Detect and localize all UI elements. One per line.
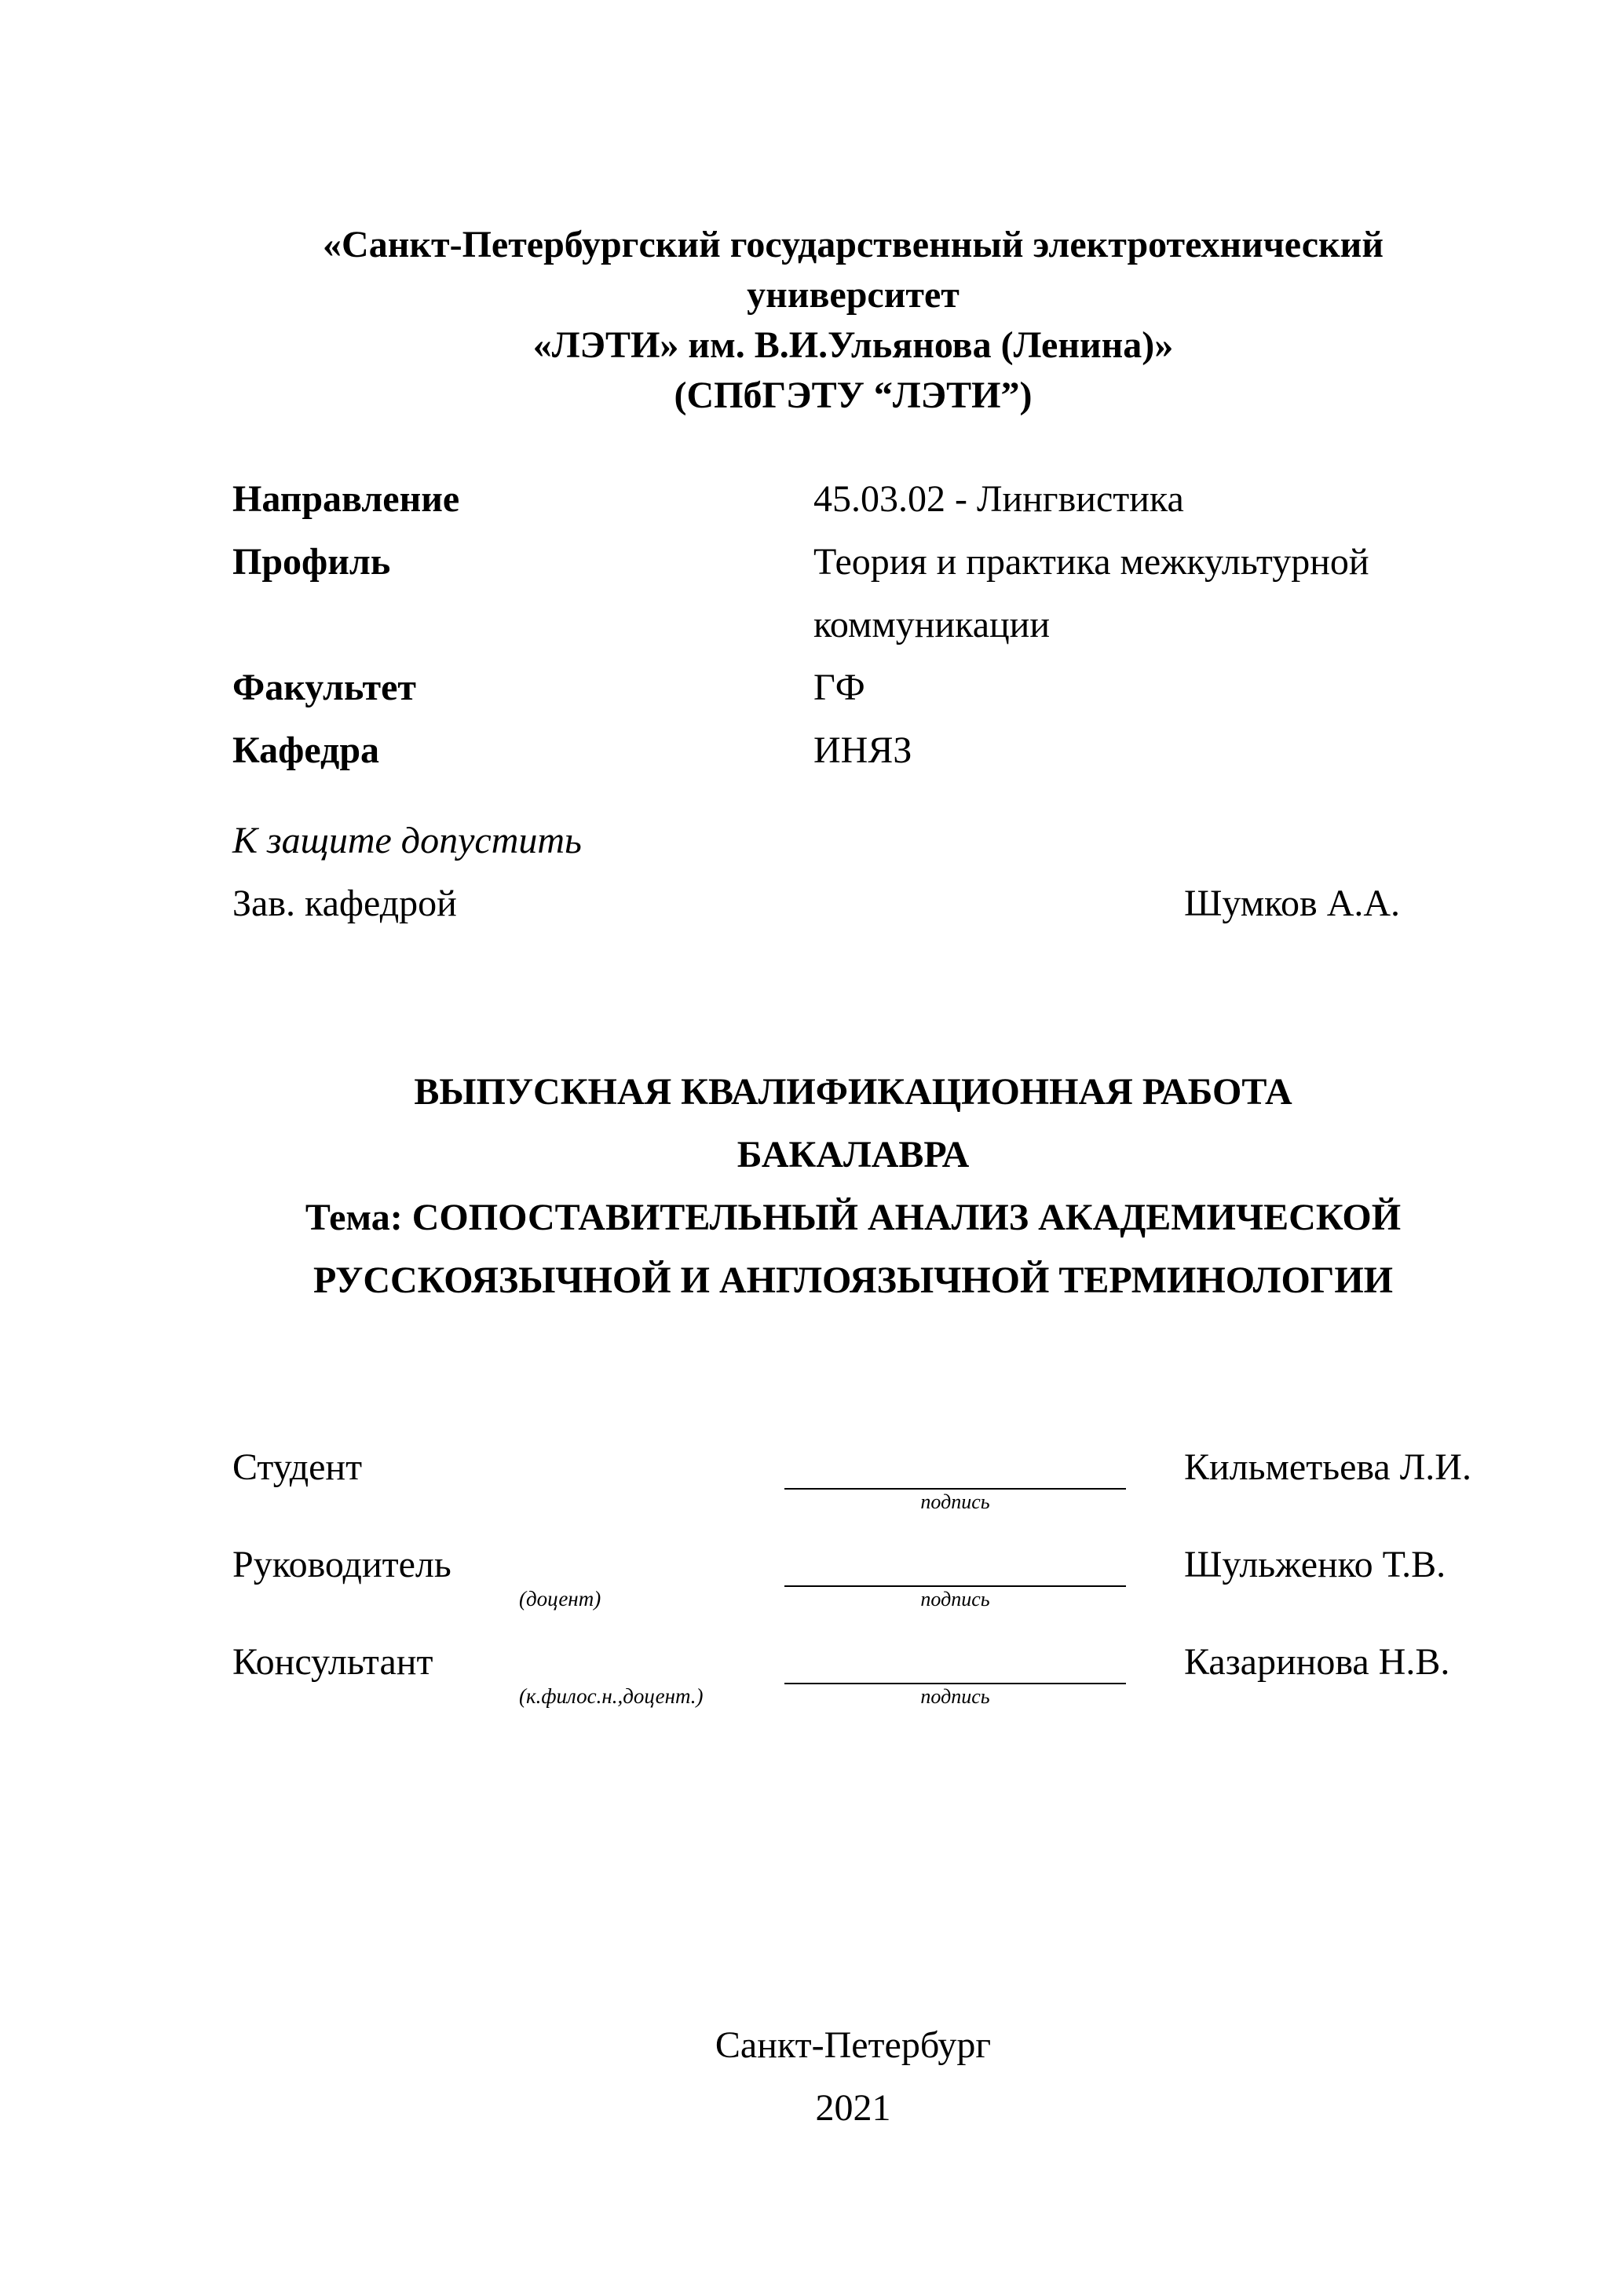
signature-role (232, 1640, 784, 1711)
head-signature-space (784, 872, 1126, 935)
signature-caption: подпись (920, 1685, 990, 1708)
admission-section (232, 810, 1474, 935)
signature-line (784, 1446, 1126, 1490)
signature-role-label: Руководитель (232, 1544, 451, 1585)
signature-role (232, 1446, 784, 1516)
signature-row-consultant (232, 1640, 1474, 1711)
signature-row-supervisor (232, 1543, 1474, 1614)
field-row-direction (232, 468, 1474, 531)
signature-name: Шульженко Т.В. (1184, 1544, 1446, 1585)
thesis-title-line-2: БАКАЛАВРА (737, 1134, 970, 1175)
field-row-department (232, 719, 1474, 782)
footer (232, 2014, 1474, 2140)
signature-row-student (232, 1446, 1474, 1516)
field-value: Теория и практика межкультурной коммуникации (813, 541, 1369, 645)
signature-name: Казаринова Н.В. (1184, 1641, 1450, 1683)
program-fields (232, 468, 1474, 782)
signature-field (784, 1543, 1126, 1614)
head-of-department-name: Шумков А.А. (1184, 883, 1401, 924)
head-of-department-row (232, 872, 1474, 935)
footer-year: 2021 (815, 2087, 891, 2129)
field-row-faculty (232, 656, 1474, 719)
field-value: ГФ (813, 667, 865, 708)
signature-role-label: Студент (232, 1446, 363, 1488)
signature-caption: подпись (920, 1588, 990, 1610)
field-label: Факультет (232, 667, 416, 708)
admission-note: К защите допустить (232, 820, 582, 861)
field-row-profile (232, 531, 1474, 656)
field-value: ИНЯЗ (813, 729, 912, 771)
head-of-department-label: Зав. кафедрой (232, 883, 457, 924)
header-line-2: «ЛЭТИ» им. В.И.Ульянова (Ленина)» (532, 324, 1174, 366)
signature-field (784, 1446, 1126, 1516)
signature-role-sublabel: (к.филос.н.,доцент.) (519, 1684, 704, 1708)
field-label: Профиль (232, 541, 391, 583)
signature-line (784, 1640, 1126, 1684)
signature-name: Кильметьева Л.И. (1184, 1446, 1471, 1488)
field-value: 45.03.02 - Лингвистика (813, 478, 1184, 520)
thesis-title-line-1: ВЫПУСКНАЯ КВАЛИФИКАЦИОННАЯ РАБОТА (414, 1071, 1292, 1113)
thesis-title-line-3: Тема: СОПОСТАВИТЕЛЬНЫЙ АНАЛИЗ АКАДЕМИЧЕСКОЙ (305, 1197, 1402, 1238)
signature-role-label: Консультант (232, 1641, 433, 1683)
signature-role (232, 1543, 784, 1614)
signature-role-sublabel (519, 1490, 784, 1516)
header-line-1: «Санкт-Петербургский государственный электротехнический университет (323, 224, 1384, 316)
signature-field (784, 1640, 1126, 1711)
field-label: Кафедра (232, 729, 380, 771)
signature-block (232, 1446, 1474, 1711)
signature-line (784, 1543, 1126, 1587)
university-header (232, 220, 1474, 421)
thesis-title (232, 1061, 1474, 1312)
header-line-3: (СПбГЭТУ “ЛЭТИ”) (674, 375, 1033, 416)
field-label: Направление (232, 478, 460, 520)
signature-role-sublabel: (доцент) (519, 1587, 601, 1610)
footer-city: Санкт-Петербург (715, 2024, 992, 2066)
thesis-title-line-4: РУССКОЯЗЫЧНОЙ И АНГЛОЯЗЫЧНОЙ ТЕРМИНОЛОГИИ (313, 1260, 1393, 1301)
signature-caption: подпись (920, 1490, 990, 1513)
